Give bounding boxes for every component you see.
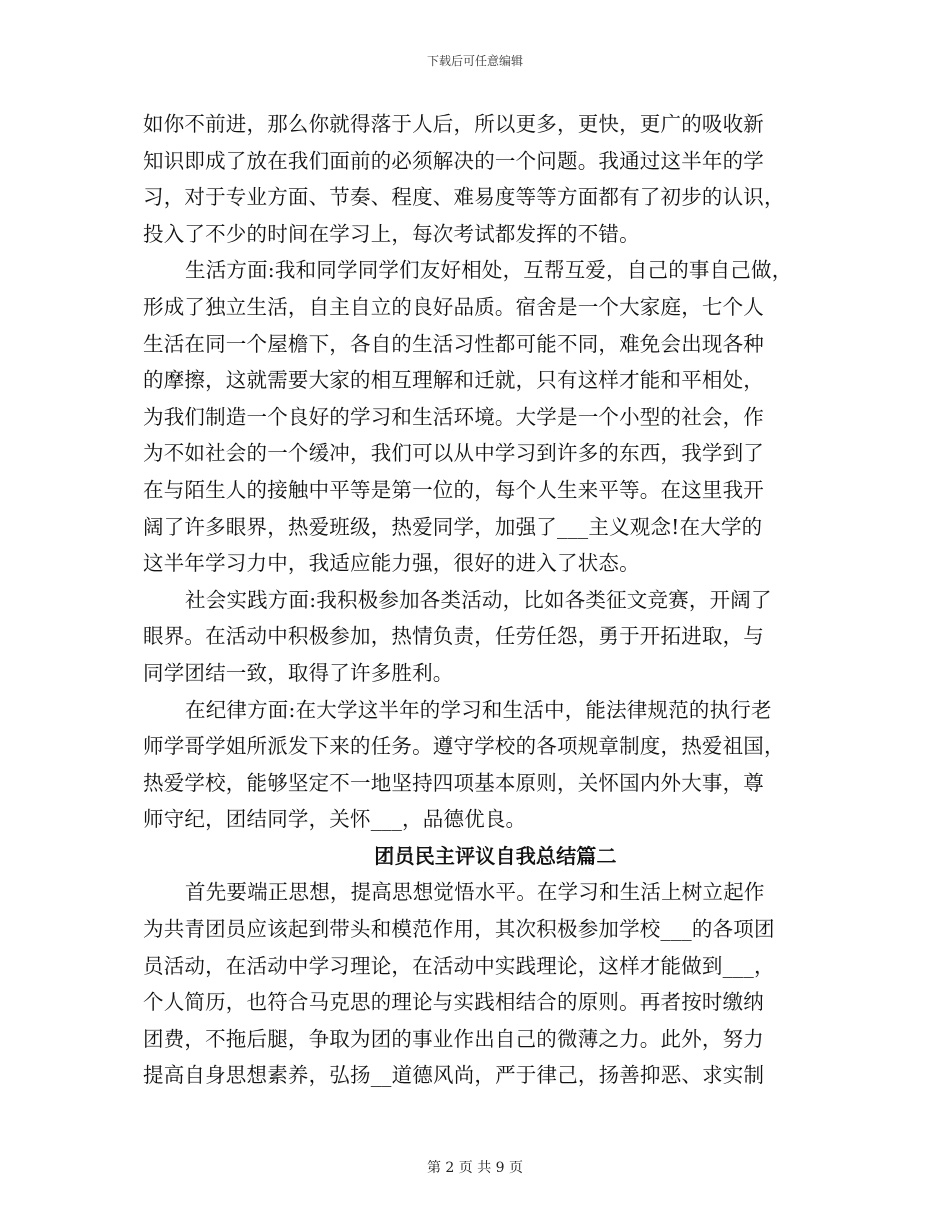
text-line: 为共青团员应该起到带头和模范作用，其次积极参加学校___的各项团 [143, 917, 775, 942]
text-line: 为我们制造一个良好的学习和生活环境。大学是一个小型的社会，作 [143, 404, 764, 429]
text-line: 知识即成了放在我们面前的必须解决的一个问题。我通过这半年的学 [143, 148, 764, 173]
text-line: 首先要端正思想，提高思想觉悟水平。在学习和生活上树立起作 [185, 880, 765, 905]
text-line: 形成了独立生活，自主自立的良好品质。宿舍是一个大家庭，七个人 [143, 294, 764, 319]
text-line: 员活动，在活动中学习理论，在活动中实践理论，这样才能做到___， [143, 953, 775, 978]
text-line: 团费，不拖后腿，争取为团的事业作出自己的微薄之力。此外，努力 [143, 1026, 764, 1051]
text-line: 这半年学习力中，我适应能力强，很好的进入了状态。 [143, 551, 640, 576]
text-line: 在纪律方面:在大学这半年的学习和生活中，能法律规范的执行老 [185, 697, 772, 722]
text-line: 师守纪，团结同学，关怀___，品德优良。 [143, 807, 527, 832]
document-body [143, 106, 808, 1094]
page-header: 下载后可任意编辑 [426, 54, 523, 68]
text-line: 为不如社会的一个缓冲，我们可以从中学习到许多的东西，我学到了 [143, 441, 764, 466]
text-line: 社会实践方面:我积极参加各类活动，比如各类征文竞赛，开阔了 [185, 587, 772, 612]
text-line: 提高自身思想素养，弘扬__道德风尚，严于律己，扬善抑恶、求实制 [143, 1063, 765, 1088]
text-line: 生活方面:我和同学同学们友好相处，互帮互爱，自己的事自己做， [185, 258, 793, 283]
section-heading: 团员民主评议自我总结篇二 [374, 843, 617, 868]
text-line: 的摩擦，这就需要大家的相互理解和迁就，只有这样才能和平相处， [143, 368, 764, 393]
text-line: 习，对于专业方面、节奏、程度、难易度等等方面都有了初步的认识， [143, 185, 785, 210]
text-line: 在与陌生人的接触中平等是第一位的，每个人生来平等。在这里我开 [143, 477, 764, 502]
text-line: 眼界。在活动中积极参加，热情负责，任劳任怨，勇于开拓进取，与 [143, 624, 764, 649]
text-line: 生活在同一个屋檐下，各自的生活习性都可能不同，难免会出现各种 [143, 331, 764, 356]
text-line: 阔了许多眼界，热爱班级，热爱同学，加强了___主义观念!在大学的 [143, 514, 763, 539]
text-line: 师学哥学姐所派发下来的任务。遵守学校的各项规章制度，热爱祖国， [143, 734, 785, 759]
text-line: 同学团结一致，取得了许多胜利。 [143, 660, 454, 685]
text-line: 如你不前进，那么你就得落于人后，所以更多，更快，更广的吸收新 [143, 112, 764, 136]
text-line: 热爱学校，能够坚定不一地坚持四项基本原则，关怀国内外大事，尊 [143, 770, 764, 795]
text-line: 投入了不少的时间在学习上，每次考试都发挥的不错。 [143, 221, 640, 246]
page-footer: 第 2 页 共 9 页 [426, 1160, 524, 1176]
text-line: 个人简历，也符合马克思的理论与实践相结合的原则。再者按时缴纳 [143, 990, 764, 1015]
